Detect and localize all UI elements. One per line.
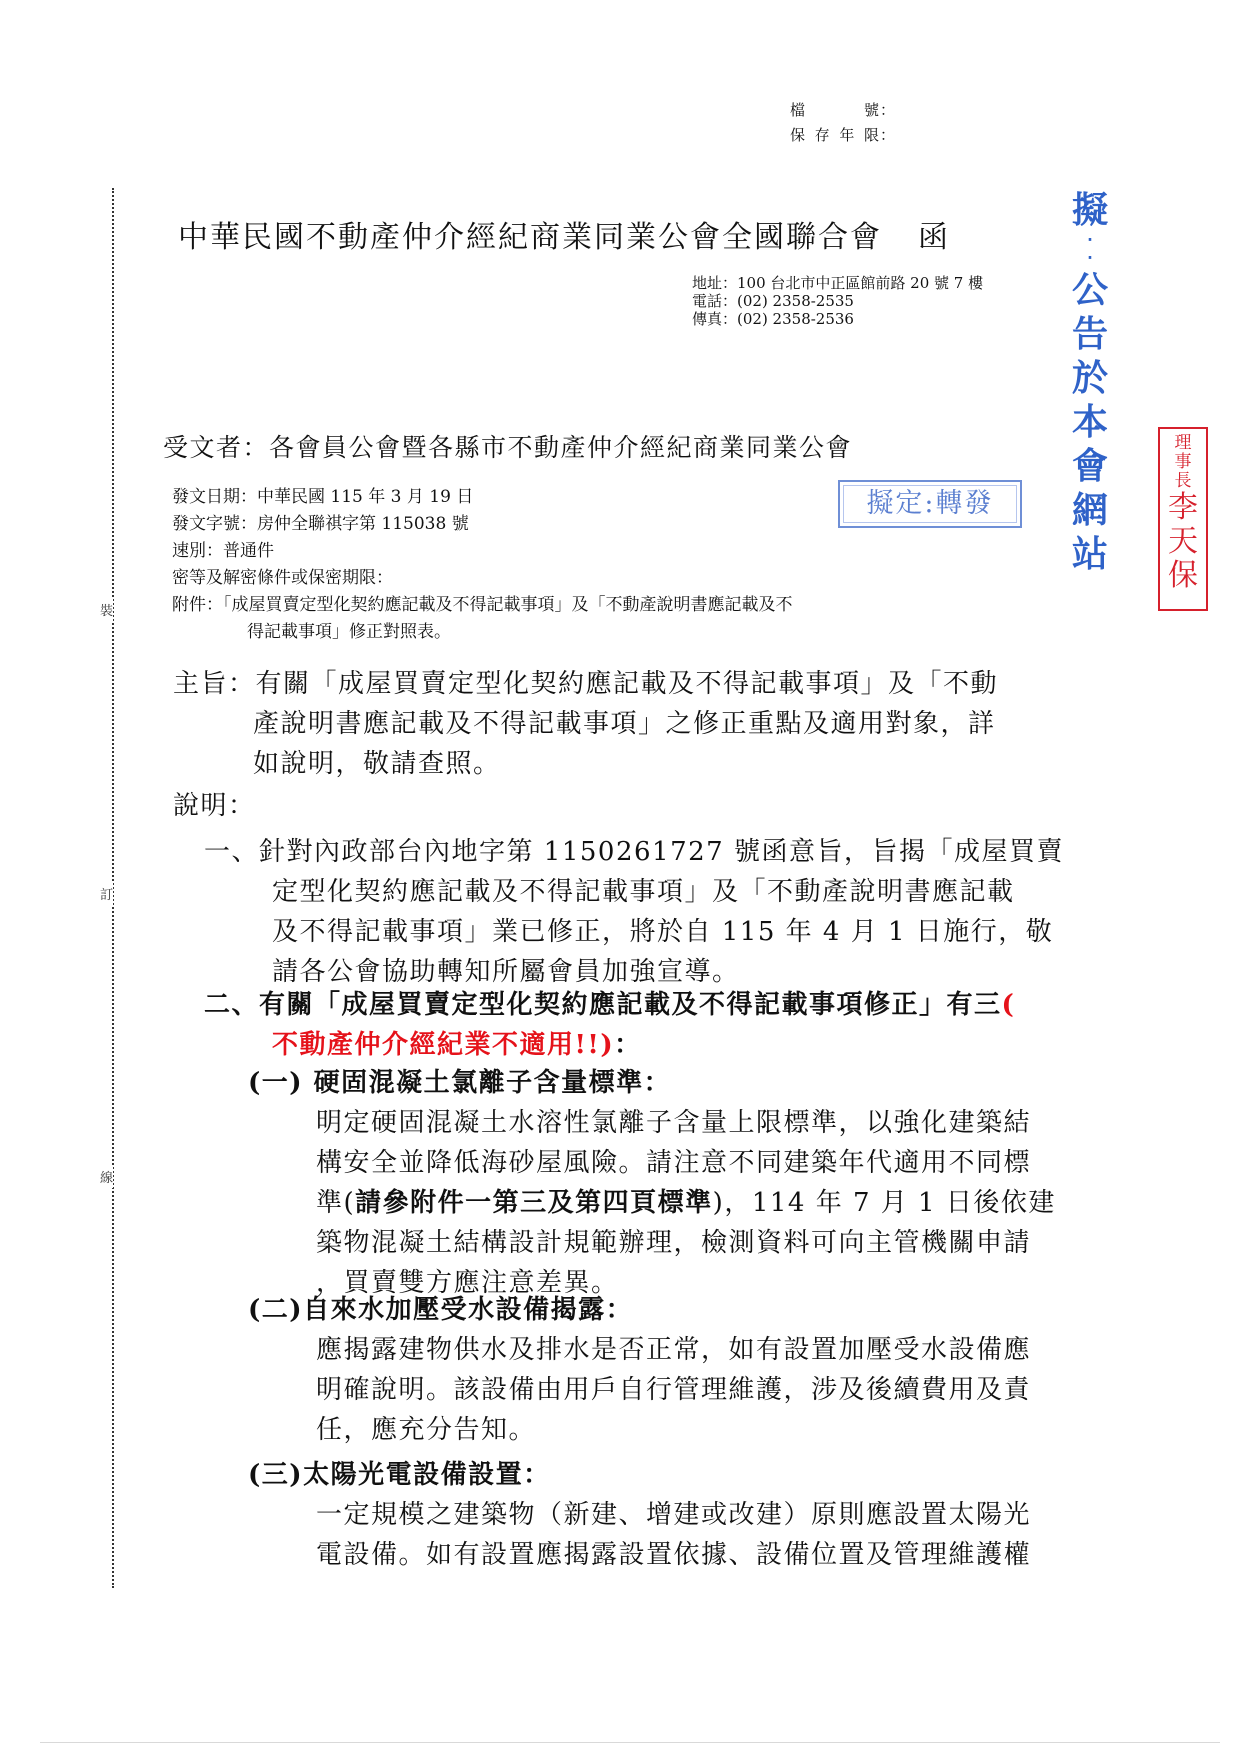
explanation-item-1: 一、針對內政部台內地字第 1150261727 號函意旨，旨揭「成屋買賣 定型化契約應記載及不得記載事項」及「不動產說明書應記載 及不得記載事項」業已修正，將於自 115 年 4 月 1 日施行，敬 請各公會協助轉知所屬會員加強宣導。 bbox=[204, 837, 1064, 987]
retention-label: 保存年限 bbox=[790, 126, 880, 144]
explanation-item-2: 二、有關「成屋買賣定型化契約應記載及不得記載事項修正」有三( 不動產仲介經紀業不適用!!)： bbox=[204, 990, 1016, 1060]
recipient: 受文者：各會員公會暨各縣市不動產仲介經紀商業同業公會 bbox=[163, 433, 853, 462]
phone: 電話：(02) 2358-2535 bbox=[692, 292, 854, 310]
fax: 傳真：(02) 2358-2536 bbox=[692, 310, 854, 328]
subject-label: 主旨： bbox=[173, 669, 256, 699]
explanation-label: 說明： bbox=[173, 791, 256, 821]
binding-char-zhuang: 裝 bbox=[100, 598, 113, 621]
sub-item-1: (一) 硬固混凝土氯離子含量標準： 明定硬固混凝土水溶性氯離子含量上限標準，以強化建築結 構安全並降低海砂屋風險。請注意不同建築年代適用不同標 準(請參附件一第三及第四頁標準)，114 年 7 月 1 日後依建 築物混凝土結構設計規範辦理，檢測資料可向主管機關申請 ，買賣雙方應注意差異。 bbox=[248, 1063, 1056, 1303]
sub-item-3: (三)太陽光電設備設置： 一定規模之建築物（新建、增建或改建）原則應設置太陽光 電設備。如有設置應揭露設置依據、設備位置及管理維護權 bbox=[248, 1455, 1031, 1575]
urgency: 速別：普通件 bbox=[172, 541, 274, 561]
file-no-label: 檔 號 bbox=[790, 101, 880, 119]
attachment: 附件：「成屋買賣定型化契約應記載及不得記載事項」及「不動產說明書應記載及不 bbox=[172, 595, 793, 615]
subject: 主旨：有關「成屋買賣定型化契約應記載及不得記載事項」及「不動 產說明書應記載及不得記載事項」之修正重點及適用對象，詳 如說明，敬請查照。 bbox=[173, 669, 999, 779]
organization-name: 中華民國不動產仲介經紀商業同業公會全國聯合會 bbox=[178, 220, 882, 255]
binding-char-xian: 線 bbox=[100, 1165, 113, 1188]
document-meta bbox=[172, 484, 793, 646]
address: 地址：100 台北市中正區館前路 20 號 7 樓 bbox=[692, 274, 984, 292]
attachment-cont: 得記載事項」修正對照表。 bbox=[247, 622, 451, 642]
sub-item-2: (二)自來水加壓受水設備揭露： 應揭露建物供水及排水是否正常，如有設置加壓受水設備應 明確說明。該設備由用戶自行管理維護，涉及後續費用及責 任，應充分告知。 bbox=[248, 1290, 1031, 1450]
not-applicable-note: 不動產仲介經紀業不適用!!) bbox=[272, 1030, 615, 1060]
document-type: 函 bbox=[918, 220, 950, 255]
binding-char-ding: 訂 bbox=[100, 882, 113, 905]
forward-stamp: 擬定:轉發 bbox=[838, 480, 1022, 528]
scan-edge bbox=[40, 1742, 1220, 1743]
classification: 密等及解密條件或保密期限： bbox=[172, 568, 393, 588]
blue-vertical-stamp: 擬 ‧ ‧ 公 告 於 本 會 網 站 bbox=[1071, 189, 1108, 575]
doc-number: 發文字號：房仲全聯祺字第 115038 號 bbox=[172, 514, 469, 534]
document-title bbox=[178, 212, 950, 256]
chairman-seal: 理 事 長 李 天 保 bbox=[1158, 427, 1208, 611]
file-info: 檔 號： 保存年限： bbox=[790, 98, 896, 148]
sub-item-heading: (一) 硬固混凝土氯離子含量標準： bbox=[248, 1068, 672, 1098]
issue-date: 發文日期：中華民國 115 年 3 月 19 日 bbox=[172, 487, 474, 507]
sub-item-heading: (三)太陽光電設備設置： bbox=[248, 1460, 551, 1490]
sub-item-heading: (二)自來水加壓受水設備揭露： bbox=[248, 1295, 634, 1325]
contact-block bbox=[692, 274, 983, 328]
